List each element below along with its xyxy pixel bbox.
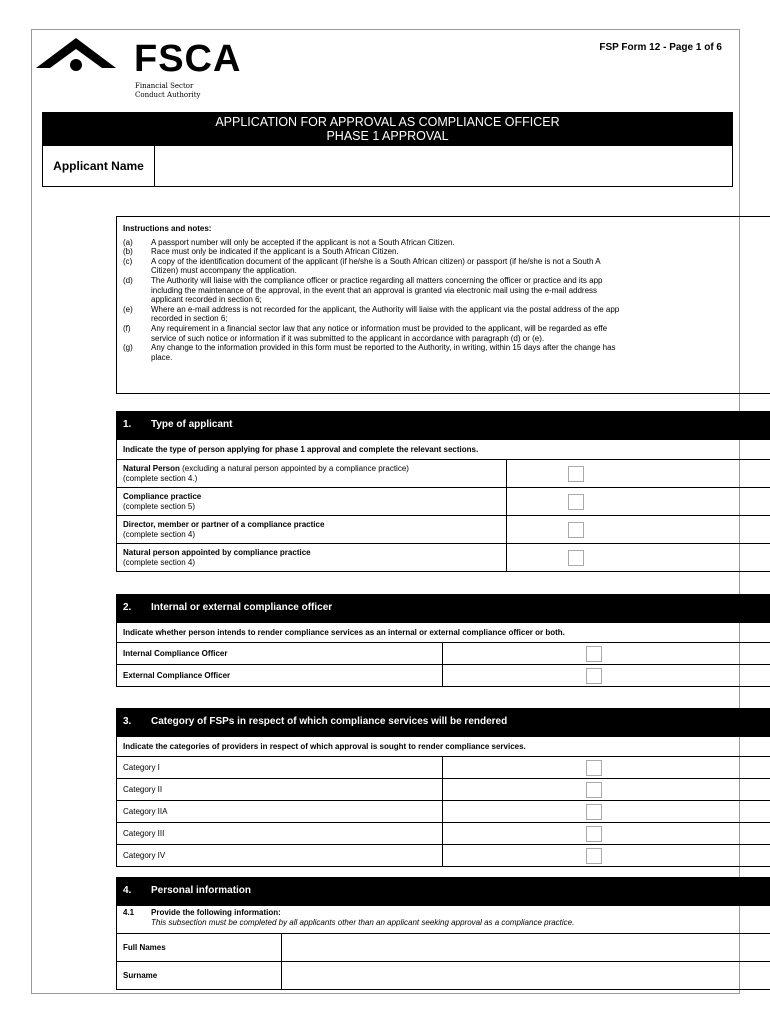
note-letter: (f) xyxy=(123,323,131,333)
section-3-header: 3. Category of FSPs in respect of which compliance services will be rendered xyxy=(116,708,770,736)
applicant-type-checkbox[interactable] xyxy=(568,522,584,538)
section-2-header: 2. Internal or external compliance officer xyxy=(116,594,770,622)
fsp-category-label: Category IIA xyxy=(117,801,443,823)
instruction-note xyxy=(123,343,770,362)
fsp-category-row xyxy=(117,757,770,779)
fsca-logo-icon xyxy=(36,38,116,74)
form-subtitle: PHASE 1 APPROVAL xyxy=(326,129,449,143)
section-1-header: 1. Type of applicant xyxy=(116,411,770,439)
instructions-heading: Instructions and notes: xyxy=(123,224,212,233)
applicant-type-label: Director, member or partner of a compliance practice (complete section 4) xyxy=(117,516,507,544)
fsp-category-row xyxy=(117,845,770,867)
compliance-officer-type-label: External Compliance Officer xyxy=(117,665,443,687)
fsp-category-checkbox[interactable] xyxy=(586,826,602,842)
note-text: A passport number will only be accepted if the applicant is not a South African Citizen. xyxy=(151,237,455,247)
section-1-title: Type of applicant xyxy=(151,419,233,430)
applicant-name-row xyxy=(42,145,733,187)
personal-info-field[interactable] xyxy=(281,934,770,962)
applicant-type-checkbox[interactable] xyxy=(568,550,584,566)
fsp-category-checkbox[interactable] xyxy=(586,848,602,864)
note-letter: (c) xyxy=(123,256,133,266)
fsp-category-checkbox[interactable] xyxy=(586,782,602,798)
personal-info-row xyxy=(117,962,770,990)
section-1-table xyxy=(116,439,770,572)
section-2-table xyxy=(116,622,770,687)
personal-info-label: Full Names xyxy=(117,934,282,962)
fsp-category-label: Category III xyxy=(117,823,443,845)
section-3-intro: Indicate the categories of providers in respect of which approval is sought to render compliance services. xyxy=(117,737,770,757)
applicant-type-label: Natural Person (excluding a natural person appointed by a compliance practice) (complete section 4.) xyxy=(117,460,507,488)
fsp-category-label: Category I xyxy=(117,757,443,779)
note-text: The Authority will liaise with the compliance officer or practice regarding all matters concerning the officer or practice and its app including the maintenance of the approval, in the event that an approval is granted via electronic mail using the e-mail address applicant recorded in section 6; xyxy=(151,275,603,305)
note-letter: (b) xyxy=(123,247,133,257)
instruction-note xyxy=(123,238,770,248)
section-4-header: 4. Personal information xyxy=(116,877,770,905)
form-title-bar xyxy=(42,112,733,145)
compliance-officer-type-label: Internal Compliance Officer xyxy=(117,643,443,665)
form-page-label: FSP Form 12 - Page 1 of 6 xyxy=(599,42,722,53)
section-3-title: Category of FSPs in respect of which compliance services will be rendered xyxy=(151,716,508,727)
fsp-category-checkbox[interactable] xyxy=(586,804,602,820)
section-1-intro: Indicate the type of person applying for phase 1 approval and complete the relevant sections. xyxy=(117,440,770,460)
applicant-type-checkbox[interactable] xyxy=(568,466,584,482)
instruction-note xyxy=(123,276,770,305)
fsp-category-row xyxy=(117,801,770,823)
brand-subtitle: Financial Sector Conduct Authority xyxy=(135,82,201,99)
applicant-type-checkbox[interactable] xyxy=(568,494,584,510)
section-4-title: Personal information xyxy=(151,885,252,896)
note-letter: (a) xyxy=(123,237,133,247)
fsp-category-checkbox[interactable] xyxy=(586,760,602,776)
note-text: Any requirement in a financial sector law that any notice or information must be provided to the applicant, will be regarded as effe service of such notice or information if it was submitted to the applicant in accordance with paragraph (d) or (e). xyxy=(151,323,608,343)
section-2-intro: Indicate whether person intends to render compliance services as an internal or external compliance officer or both. xyxy=(117,623,770,643)
section-4-table xyxy=(116,905,770,990)
note-text: Where an e-mail address is not recorded for the applicant, the Authority will liaise with the applicant via the postal address of the app recorded in section 6; xyxy=(151,304,620,324)
note-text: Any change to the information provided in this form must be reported to the Authority, in writing, within 15 days after the change has place. xyxy=(151,343,616,362)
compliance-officer-type-row xyxy=(117,665,770,687)
note-letter: (e) xyxy=(123,304,133,314)
applicant-name-field[interactable] xyxy=(156,146,732,186)
compliance-officer-type-checkbox[interactable] xyxy=(586,668,602,684)
personal-info-label: Surname xyxy=(117,962,282,990)
applicant-type-row xyxy=(117,544,770,572)
instruction-note xyxy=(123,247,770,257)
note-text: Race must only be indicated if the applicant is a South African Citizen. xyxy=(151,247,399,257)
compliance-officer-type-row xyxy=(117,643,770,665)
applicant-type-row xyxy=(117,516,770,544)
personal-info-field[interactable] xyxy=(281,962,770,990)
applicant-type-label: Compliance practice (complete section 5) xyxy=(117,488,507,516)
note-text: A copy of the identification document of the applicant (if he/she is a South African citizen) or passport (if he/she is not a South A Citizen) must accompany the application. xyxy=(151,256,601,276)
note-letter: (d) xyxy=(123,275,133,285)
applicant-type-row xyxy=(117,488,770,516)
personal-info-row xyxy=(117,934,770,962)
section-2-title: Internal or external compliance officer xyxy=(151,602,333,613)
fsp-category-row xyxy=(117,823,770,845)
section-3-table xyxy=(116,736,770,867)
fsp-category-row xyxy=(117,779,770,801)
brand-name: FSCA xyxy=(134,38,242,80)
applicant-name-label: Applicant Name xyxy=(43,146,155,186)
section-4-1-intro: 4.1 Provide the following information: This subsection must be completed by all applicants other than an applicant seeking approval as a compliance practice. xyxy=(117,906,770,934)
fsp-category-label: Category IV xyxy=(117,845,443,867)
applicant-type-label: Natural person appointed by compliance practice (complete section 4) xyxy=(117,544,507,572)
instruction-note xyxy=(123,324,770,343)
instructions-list xyxy=(123,238,770,363)
instruction-note xyxy=(123,257,770,276)
form-title: APPLICATION FOR APPROVAL AS COMPLIANCE OFFICER xyxy=(215,115,560,129)
instructions-box xyxy=(116,216,770,394)
instruction-note xyxy=(123,305,770,324)
note-letter: (g) xyxy=(123,343,133,353)
fsp-category-label: Category II xyxy=(117,779,443,801)
applicant-type-row xyxy=(117,460,770,488)
compliance-officer-type-checkbox[interactable] xyxy=(586,646,602,662)
